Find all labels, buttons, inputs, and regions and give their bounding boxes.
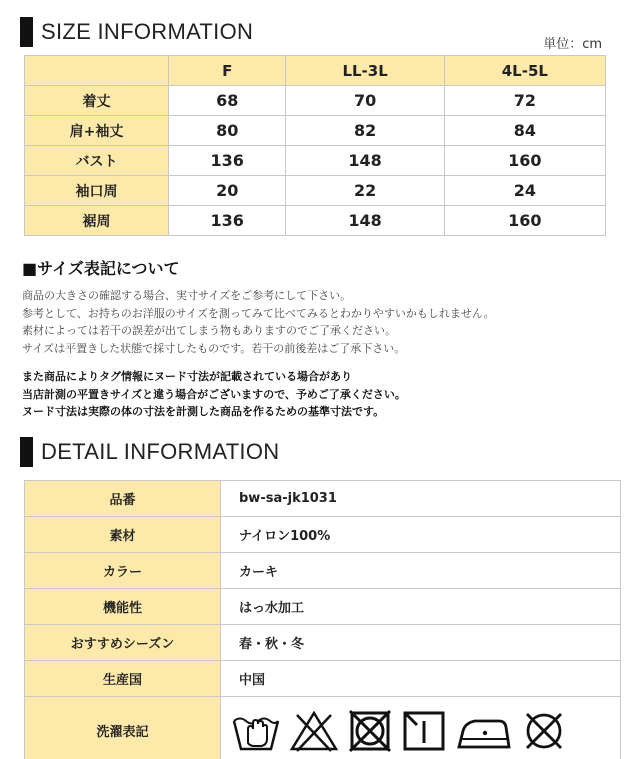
hand-wash-icon xyxy=(231,709,281,753)
size-value: 148 xyxy=(286,206,444,236)
table-row xyxy=(25,206,606,236)
note-line: 参考として、お持ちのお洋服のサイズを測ってみて比べてみるとわかりやすいかもしれません。 xyxy=(22,306,495,320)
row-label: バスト xyxy=(25,146,169,176)
size-section-header xyxy=(20,17,253,47)
notes-title: ■サイズ表記について xyxy=(22,259,180,278)
detail-section-title: DETAIL INFORMATION xyxy=(41,439,280,464)
detail-section-header xyxy=(20,437,279,467)
detail-label: 生産国 xyxy=(25,661,221,697)
size-value: 136 xyxy=(169,146,286,176)
notes-bold-body xyxy=(22,368,622,421)
iron-low-icon xyxy=(455,709,513,753)
size-value: 160 xyxy=(444,146,605,176)
table-row xyxy=(25,589,621,625)
no-tumble-dry-icon xyxy=(347,709,393,753)
size-value: 84 xyxy=(444,116,605,146)
size-value: 136 xyxy=(169,206,286,236)
detail-value: カーキ xyxy=(221,553,621,589)
size-value: 68 xyxy=(169,86,286,116)
size-col-header: LL-3L xyxy=(286,56,444,86)
note-bold-line: 当店計測の平置きサイズと違う場合がございますので、予めご了承ください。 xyxy=(22,387,406,401)
table-row xyxy=(25,661,621,697)
table-row xyxy=(25,481,621,517)
size-section-title: SIZE INFORMATION xyxy=(41,19,254,44)
table-row xyxy=(25,517,621,553)
size-table-corner xyxy=(25,56,169,86)
size-value: 20 xyxy=(169,176,286,206)
table-row xyxy=(25,697,621,759)
detail-value: bw-sa-jk1031 xyxy=(221,481,621,517)
table-row xyxy=(25,553,621,589)
detail-label: 洗濯表記 xyxy=(25,697,221,759)
section-marker xyxy=(20,437,33,467)
wash-icons xyxy=(221,709,620,753)
detail-table xyxy=(24,480,621,759)
detail-value: はっ水加工 xyxy=(221,589,621,625)
size-value: 22 xyxy=(286,176,444,206)
note-line: サイズは平置きした状態で採寸したものです。若干の前後差はご了承下さい。 xyxy=(22,341,406,355)
size-value: 148 xyxy=(286,146,444,176)
row-label: 着丈 xyxy=(25,86,169,116)
line-dry-shade-icon xyxy=(401,709,447,753)
table-row xyxy=(25,146,606,176)
detail-value: ナイロン100% xyxy=(221,517,621,553)
size-col-header: 4L-5L xyxy=(444,56,605,86)
section-marker xyxy=(20,17,33,47)
detail-value: 春・秋・冬 xyxy=(221,625,621,661)
row-label: 袖口周 xyxy=(25,176,169,206)
no-dry-clean-icon xyxy=(521,709,567,753)
table-row xyxy=(25,116,606,146)
size-value: 160 xyxy=(444,206,605,236)
notes-body xyxy=(22,287,622,357)
note-line: 素材によっては若干の誤差が出てしまう物もありますのでご了承ください。 xyxy=(22,324,396,337)
size-value: 70 xyxy=(286,86,444,116)
size-value: 82 xyxy=(286,116,444,146)
detail-label: おすすめシーズン xyxy=(25,625,221,661)
size-col-header: F xyxy=(169,56,286,86)
detail-value: 中国 xyxy=(221,661,621,697)
detail-label: 素材 xyxy=(25,517,221,553)
size-table-header-row xyxy=(25,56,606,86)
note-bold-line: また商品によりタグ情報にヌード寸法が記載されている場合があり xyxy=(22,370,352,383)
wash-icons-cell xyxy=(221,697,621,759)
size-value: 24 xyxy=(444,176,605,206)
note-line: 商品の大きさの確認する場合、実寸サイズをご参考にして下さい。 xyxy=(22,289,352,302)
detail-label: カラー xyxy=(25,553,221,589)
table-row xyxy=(25,86,606,116)
note-bold-line: ヌード寸法は実際の体の寸法を計測した商品を作るための基準寸法です。 xyxy=(22,405,385,418)
table-row xyxy=(25,176,606,206)
size-value: 80 xyxy=(169,116,286,146)
unit-label: 単位：cm xyxy=(543,37,602,52)
size-table xyxy=(24,55,606,236)
row-label: 裾周 xyxy=(25,206,169,236)
no-bleach-icon xyxy=(289,709,339,753)
detail-label: 品番 xyxy=(25,481,221,517)
detail-label: 機能性 xyxy=(25,589,221,625)
table-row xyxy=(25,625,621,661)
size-value: 72 xyxy=(444,86,605,116)
row-label: 肩+袖丈 xyxy=(25,116,169,146)
